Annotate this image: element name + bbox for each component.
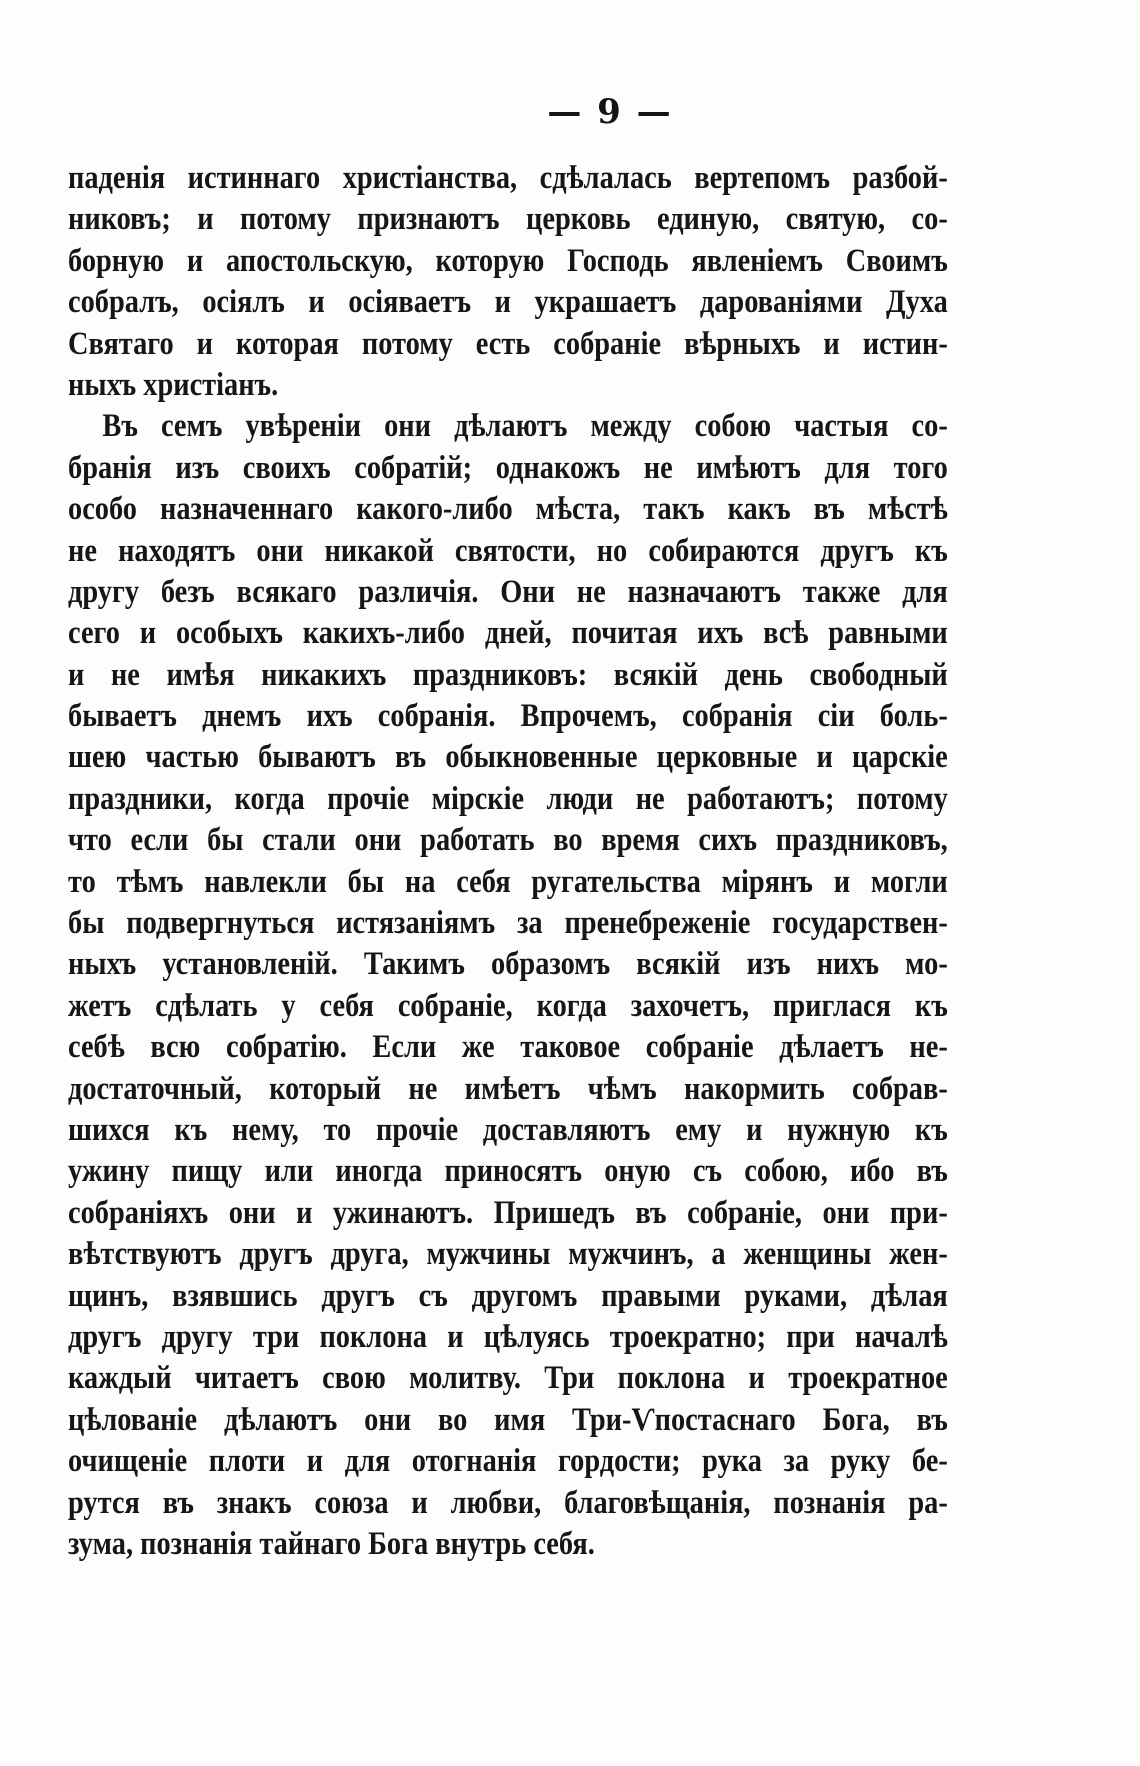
text-line: бы подвергнуться истязаніямъ за пренебреженіе государствен- [68,905,948,942]
paragraph [68,158,948,406]
text-line: цѣлованіе дѣлаютъ они во имя Три-Ѵпостаснаго Бога, въ [68,1401,948,1438]
text-line: зума, познанія тайнаго Бога внутрь себя. [68,1525,595,1562]
text-line: рутся въ знакъ союза и любви, благовѣщанія, познанія ра- [68,1484,948,1521]
text-line: щинъ, взявшись другъ съ другомъ правыми руками, дѣлая [68,1277,948,1314]
text-line: ныхъ установленій. Такимъ образомъ всякій изъ нихъ мо- [68,946,948,983]
text-line: себѣ всю собратію. Если же таковое собраніе дѣлаетъ не- [68,1029,948,1066]
text-line: не находятъ они никакой святости, но собираются другъ къ [68,532,948,569]
text-line: Въ семъ увѣреніи они дѣлаютъ между собою частыя со- [102,408,948,445]
text-line: шихся къ нему, то прочіе доставляютъ ему и нужную къ [68,1111,948,1148]
text-line: и не имѣя никакихъ праздниковъ: всякій день свободный [68,656,948,693]
text-line: другу безъ всякаго различія. Они не назначаютъ также для [68,573,948,610]
text-line: Святаго и которая потому есть собраніе вѣрныхъ и истин- [68,325,948,362]
text-line: борную и апостольскую, которую Господь явленіемъ Своимъ [68,242,948,279]
text-line: что если бы стали они работать во время сихъ праздниковъ, [68,822,948,859]
text-line: собралъ, осіялъ и осіяваетъ и украшаетъ дарованіями Духа [68,284,948,321]
text-line: жетъ сдѣлать у себя собраніе, когда захочетъ, приглася къ [68,987,948,1024]
text-line: особо назначеннаго какого-либо мѣста, такъ какъ въ мѣстѣ [68,491,948,528]
text-line: то тѣмъ навлекли бы на себя ругательства мірянъ и могли [68,863,948,900]
text-line: каждый читаетъ свою молитву. Три поклона и троекратное [68,1360,948,1397]
paragraph [68,406,948,1565]
text-line: праздники, когда прочіе мірскіе люди не работаютъ; потому [68,780,948,817]
text-line: достаточный, который не имѣетъ чѣмъ накормить собрав- [68,1070,948,1107]
text-line: сего и особыхъ какихъ-либо дней, почитая ихъ всѣ равными [68,615,948,652]
text-line: вѣтствуютъ другъ друга, мужчины мужчинъ, а женщины жен- [68,1236,948,1273]
text-line: другъ другу три поклона и цѣлуясь троекратно; при началѣ [68,1318,948,1355]
text-line: ужину пищу или иногда приносятъ оную съ собою, ибо въ [68,1153,948,1190]
text-line: бранія изъ своихъ собратій; однакожъ не имѣютъ для того [68,449,948,486]
text-line: собраніяхъ они и ужинаютъ. Пришедъ въ собраніе, они при- [68,1194,948,1231]
body-text [68,158,948,1565]
text-line: очищеніе плоти и для отогнанія гордости; рука за руку бе- [68,1443,948,1480]
text-line: шею частью бываютъ въ обыкновенные церковные и царскіе [68,739,948,776]
text-line: бываетъ днемъ ихъ собранія. Впрочемъ, собранія сіи боль- [68,698,948,735]
page-number: — 9 — [547,92,673,132]
text-line: ныхъ христіанъ. [68,366,279,403]
text-line: никовъ; и потому признаютъ церковь единую, святую, со- [68,201,948,238]
text-line: паденія истиннаго христіанства, сдѣлалась вертепомъ разбой- [68,160,948,196]
